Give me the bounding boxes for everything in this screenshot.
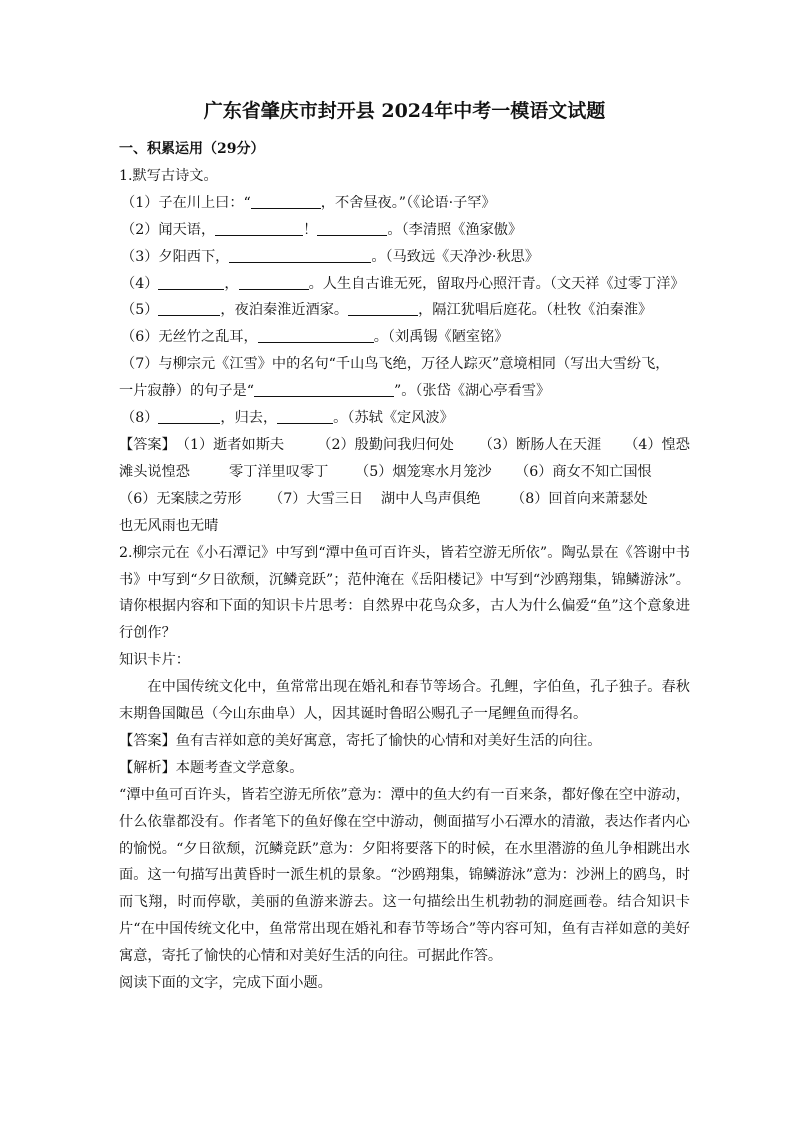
page-title: 广东省肇庆市封开县 2024年中考一模语文试题 <box>203 100 606 122</box>
answer-label: 【答案】 <box>119 436 176 453</box>
answer-text: （5）烟笼寒水月笼沙 <box>355 463 492 480</box>
answer-blank <box>158 409 220 424</box>
dictation-item-4: （4） ， 。人生自古谁无死，留取丹心照汗青。（文天祥《过零丁洋》 <box>121 275 685 292</box>
question-2-stem: 2.柳宗元在《小石潭记》中写到“潭中鱼可百许头，皆若空游无所依”。陶弘景在《答谢中书书》中写到“夕日欲颓，沉鳞竞跃”；范仲淹在《岳阳楼记》中写到“沙鸥翔集，锦鳞游泳”。请你根据内容和下面的知识卡片思考：自然界中花鸟众多，古人为什么偏爱“鱼”这个意象进行创作？ <box>119 544 690 642</box>
dictation-item-7-line1: （7）与柳宗元《江雪》中的名句“千山鸟飞绝，万径人踪灭”意境相同（写出大雪纷飞， <box>121 356 670 373</box>
answer-text: （7）大雪三日 <box>269 490 364 507</box>
dictation-item-3: （3）夕阳西下， 。（马致远《天净沙·秋思》 <box>121 248 540 265</box>
question-2-analysis-head: 【解析】本题考查文学意象。 <box>119 759 304 776</box>
answer-text: 滩头说惶恐 <box>119 463 190 480</box>
answer-blank <box>254 382 394 397</box>
answer-text: （6）商女不知亡国恨 <box>515 463 652 480</box>
answer-text: （6）无案牍之劳形 <box>119 490 242 507</box>
dictation-item-6: （6）无丝竹之乱耳， 。（刘禹锡《陋室铭》 <box>121 329 509 346</box>
answer-text: 湖中人鸟声俱绝 <box>381 490 481 507</box>
answer-text: （4）惶恐 <box>624 436 690 453</box>
answer-blank <box>158 301 220 316</box>
answer-text: （2）殷勤问我归何处 <box>317 436 454 453</box>
section-heading: 一、积累运用（29分） <box>119 141 265 157</box>
answer-label: 【答案】 <box>119 732 176 749</box>
answer-text: （1）逝者如斯夫 <box>175 436 285 453</box>
question-2-analysis: “潭中鱼可百许头，皆若空游无所依”意为：潭中的鱼大约有一百来条，都好像在空中游动，什么依靠都没有。作者笔下的鱼好像在空中游动，侧面描写小石潭水的清澈，表达作者内心的愉悦。“夕日欲颓，沉鳞竞跃”意为：夕阳将要落下的时候，在水里潜游的鱼儿争相跳出水面。这一句描写出黄昏时一派生机的景象。“沙鸥翔集，锦鳞游泳”意为：沙洲上的鸥鸟，时而飞翔，时而停歇，美丽的鱼游来游去。这一句描绘出生机勃勃的洞庭画卷。结合知识卡片“在中国传统文化中，鱼常常出现在婚礼和春节等场合”等内容可知，鱼有吉祥如意的美好寓意，寄托了愉快的心情和对美好生活的向往。可据此作答。 <box>119 786 690 965</box>
question-2-answer: 【答案】鱼有吉祥如意的美好寓意，寄托了愉快的心情和对美好生活的向往。 <box>119 732 602 749</box>
question-1-stem: 1.默写古诗文。 <box>119 167 218 184</box>
dictation-item-1: （1）子在川上曰：“ ，不舍昼夜。”（《论语·子罕》 <box>121 194 496 211</box>
answer-row-1 <box>119 432 690 459</box>
answer-blank <box>277 409 333 424</box>
answer-blank <box>348 301 418 316</box>
answer-blank <box>239 275 309 290</box>
answer-blank <box>251 194 321 209</box>
answer-text: 也无风雨也无晴 <box>119 517 219 534</box>
answer-row-2 <box>119 459 690 486</box>
knowledge-card-label: 知识卡片： <box>119 652 190 669</box>
answer-blank <box>258 328 374 343</box>
knowledge-card-text: 在中国传统文化中，鱼常常出现在婚礼和春节等场合。孔鲤，字伯鱼，孔子独子。春秋末期鲁国陬邑（今山东曲阜）人，因其诞时鲁昭公赐孔子一尾鲤鱼而得名。 <box>119 679 690 723</box>
answer-text: 零丁洋里叹零丁 <box>229 463 329 480</box>
analysis-label: 【解析】 <box>119 759 176 776</box>
dictation-item-8: （8） ，归去， 。（苏轼《定风波》 <box>121 410 454 427</box>
reading-instruction: 阅读下面的文字，完成下面小题。 <box>119 975 332 992</box>
answer-blank <box>215 221 303 236</box>
dictation-item-2: （2）闻天语， ！ 。（李清照《渔家傲》 <box>121 221 523 238</box>
answer-text: （8）回首向来萧瑟处 <box>511 490 648 507</box>
answer-row-3 <box>119 486 690 513</box>
answer-text: （3）断肠人在天涯 <box>478 436 602 453</box>
answer-blank <box>158 275 224 290</box>
dictation-item-7-line2: 一片寂静）的句子是“ ”。（张岱《湖心亭看雪》 <box>119 383 551 400</box>
dictation-item-5: （5） ，夜泊秦淮近酒家。 ，隔江犹唱后庭花。（杜牧《泊秦淮》 <box>121 302 653 319</box>
answer-blank <box>317 221 387 236</box>
answer-blank <box>229 248 371 263</box>
